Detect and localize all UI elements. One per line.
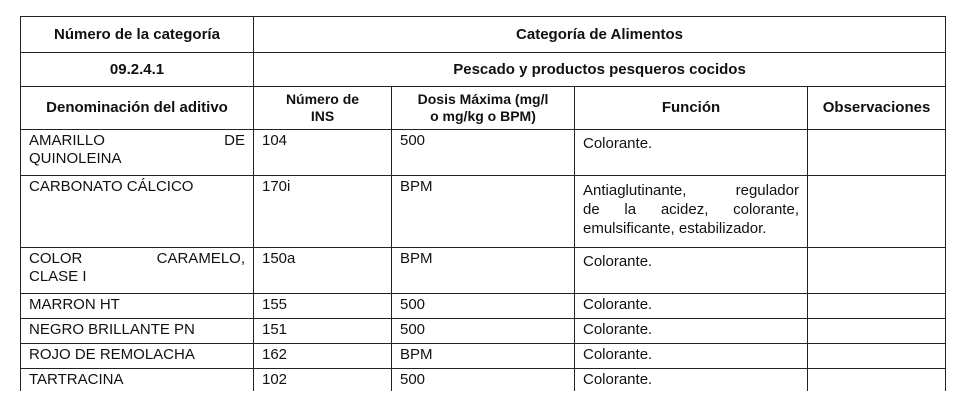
cell-aditivo [21, 130, 254, 176]
aditivo-word: CARAMELO, [156, 250, 245, 267]
cell-observaciones [808, 344, 946, 369]
cell-dosis: BPM [392, 248, 575, 294]
funcion-word: la [624, 201, 637, 218]
column-header-ins-line1: Número de [285, 91, 360, 107]
column-header-row [21, 87, 946, 130]
column-header-dosis-line1: Dosis Máxima (mg/l [417, 91, 549, 107]
table-row [21, 369, 946, 392]
cell-dosis: 500 [392, 130, 575, 176]
table-row [21, 294, 946, 319]
cell-dosis: 500 [392, 294, 575, 319]
aditivo-word: AMARILLO [29, 132, 105, 149]
column-header-observaciones: Observaciones [808, 87, 946, 130]
cell-observaciones [808, 176, 946, 248]
cell-aditivo: NEGRO BRILLANTE PN [21, 319, 254, 344]
cell-funcion: Colorante. [575, 294, 808, 319]
funcion-line3: emulsificante, estabilizador. [583, 220, 767, 237]
category-name: Pescado y productos pesqueros cocidos [254, 53, 946, 87]
funcion-line2 [583, 200, 799, 219]
column-header-ins [254, 87, 392, 130]
cell-aditivo: MARRON HT [21, 294, 254, 319]
cell-dosis: BPM [392, 344, 575, 369]
column-header-dosis-line2: o mg/kg o BPM) [430, 108, 536, 124]
funcion-word: acidez, [660, 201, 709, 218]
cell-funcion: Colorante. [575, 369, 808, 392]
cell-observaciones [808, 294, 946, 319]
cell-dosis: 500 [392, 369, 575, 392]
aditivo-word: DE [224, 132, 245, 149]
funcion-line1 [583, 181, 799, 200]
cell-ins: 155 [254, 294, 392, 319]
funcion-word: colorante, [733, 201, 799, 218]
header-row-category-code [21, 53, 946, 87]
cell-aditivo [21, 248, 254, 294]
category-number-label: Número de la categoría [21, 17, 254, 53]
table-row [21, 248, 946, 294]
cell-aditivo: CARBONATO CÁLCICO [21, 176, 254, 248]
food-category-label: Categoría de Alimentos [254, 17, 946, 53]
funcion-word: regulador [735, 182, 799, 199]
column-header-dosis [392, 87, 575, 130]
aditivo-line2: QUINOLEINA [29, 150, 122, 167]
cell-funcion: Colorante. [575, 130, 808, 176]
aditivo-word: COLOR [29, 250, 83, 267]
aditivo-line1 [29, 132, 245, 150]
header-row-category-number [21, 17, 946, 53]
aditivo-line1 [29, 250, 245, 268]
column-header-ins-line2: INS [310, 108, 335, 124]
table-row [21, 130, 946, 176]
cell-observaciones [808, 319, 946, 344]
table-row [21, 176, 946, 248]
cell-observaciones [808, 369, 946, 392]
cell-funcion: Colorante. [575, 344, 808, 369]
cell-ins: 162 [254, 344, 392, 369]
cell-funcion: Colorante. [575, 319, 808, 344]
additives-table [20, 16, 946, 391]
funcion-word: Antiaglutinante, [583, 182, 687, 199]
column-header-denominacion: Denominación del aditivo [21, 87, 254, 130]
table-row [21, 319, 946, 344]
aditivo-line2: CLASE I [29, 268, 87, 285]
cell-ins: 151 [254, 319, 392, 344]
cell-ins: 170i [254, 176, 392, 248]
column-header-funcion: Función [575, 87, 808, 130]
funcion-word: de [583, 201, 600, 218]
cell-dosis: BPM [392, 176, 575, 248]
category-code: 09.2.4.1 [21, 53, 254, 87]
cell-observaciones [808, 130, 946, 176]
cell-ins: 102 [254, 369, 392, 392]
cell-ins: 150a [254, 248, 392, 294]
cell-aditivo: ROJO DE REMOLACHA [21, 344, 254, 369]
cell-ins: 104 [254, 130, 392, 176]
cell-funcion [575, 176, 808, 248]
cell-funcion: Colorante. [575, 248, 808, 294]
table-row [21, 344, 946, 369]
cell-observaciones [808, 248, 946, 294]
cell-aditivo: TARTRACINA [21, 369, 254, 392]
cell-dosis: 500 [392, 319, 575, 344]
